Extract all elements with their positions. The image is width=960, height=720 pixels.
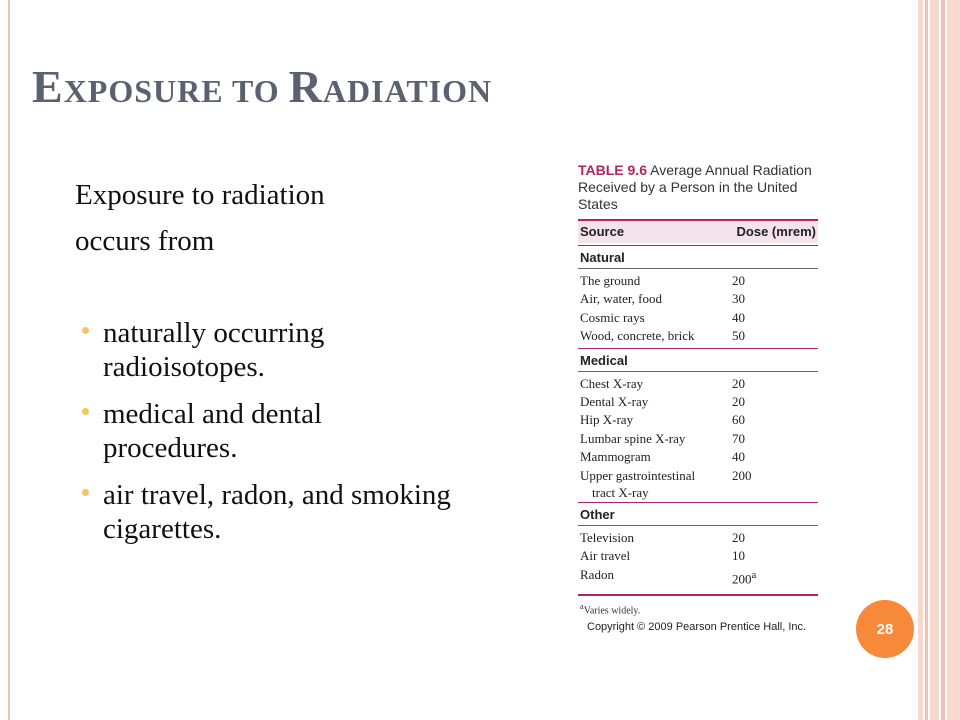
row-source [580, 411, 726, 429]
row-dose-value: 200 [732, 467, 752, 483]
dose-footnote-mark: a [751, 568, 757, 581]
table-row [578, 430, 818, 448]
left-border-line [8, 0, 10, 720]
row-dose [732, 327, 745, 345]
row-dose [732, 566, 756, 589]
table-row [578, 272, 818, 290]
row-source [580, 327, 726, 345]
table-row [578, 327, 818, 345]
row-source-text: Air, water, food [580, 291, 662, 307]
table-row [578, 566, 818, 587]
category-rule [578, 268, 818, 269]
table-row [578, 547, 818, 565]
bullet-list [82, 316, 452, 559]
row-dose-value: 60 [732, 412, 745, 428]
row-source-text: Upper gastrointestinal [580, 467, 696, 483]
row-dose [732, 411, 745, 429]
table-category: Other [578, 502, 818, 525]
bullet-dot-icon [82, 408, 89, 415]
row-source-text: Dental X-ray [580, 394, 649, 410]
row-dose-value: 10 [732, 548, 745, 564]
header-source: Source [580, 224, 625, 239]
footnote-mark: a [580, 602, 584, 612]
row-dose-value: 20 [732, 375, 745, 391]
bullet-item: naturally occurring radioisotopes. [82, 316, 452, 384]
row-dose [732, 467, 752, 485]
row-source [580, 309, 726, 327]
row-dose [732, 393, 745, 411]
row-dose [732, 375, 745, 393]
table-category: Natural [578, 245, 818, 268]
row-source-text: Television [580, 530, 634, 546]
row-source-text: Hip X-ray [580, 412, 634, 428]
table-row [578, 375, 818, 393]
row-source-text: Cosmic rays [580, 309, 645, 325]
intro-text [75, 172, 455, 264]
table-row [578, 411, 818, 429]
category-rule [578, 525, 818, 526]
row-dose-value: 20 [732, 530, 745, 546]
table-header [578, 221, 818, 243]
footnote-text: Varies widely. [583, 605, 641, 617]
row-source-text: Chest X-ray [580, 375, 644, 391]
table-row [578, 529, 818, 547]
row-source-text: The ground [580, 273, 641, 288]
row-source [580, 375, 726, 393]
table-row [578, 309, 818, 327]
row-source-text: Radon [580, 566, 614, 582]
table-number: TABLE 9.6 [578, 162, 647, 178]
table-body [578, 245, 818, 587]
row-source [580, 547, 726, 565]
row-source [580, 566, 726, 584]
table-end-rule [578, 594, 818, 596]
row-dose [732, 448, 745, 466]
row-dose-value: 40 [732, 309, 745, 325]
bullet-dot-icon [82, 489, 89, 496]
page-number-badge [856, 600, 914, 658]
row-dose [732, 547, 745, 565]
row-dose-value: 200 [732, 571, 752, 587]
intro-line-2: occurs from [75, 225, 215, 257]
table-category: Medical [578, 348, 818, 371]
table-title: Average Annual Radiation Received by a Person in the United States [578, 162, 812, 212]
table-caption [578, 162, 818, 213]
copyright-text: Copyright © 2009 Pearson Prentice Hall, Inc. [587, 620, 807, 633]
category-rule [578, 371, 818, 372]
row-dose [732, 290, 745, 308]
row-source [580, 290, 726, 308]
row-source-continuation: tract X-ray [592, 485, 649, 501]
slide-title [32, 60, 492, 113]
row-dose [732, 430, 745, 448]
row-source-text: Lumbar spine X-ray [580, 430, 686, 446]
row-dose-value: 20 [732, 394, 745, 410]
row-source [580, 272, 726, 290]
title-part: XPOSURE TO [63, 73, 289, 109]
row-source [580, 467, 726, 500]
row-dose [732, 529, 745, 547]
table-row [578, 393, 818, 411]
intro-line-1: Exposure to radiation [75, 179, 325, 211]
row-source-text: Mammogram [580, 449, 651, 465]
row-dose-value: 40 [732, 449, 745, 465]
row-dose-value: 70 [732, 430, 745, 446]
row-dose [732, 272, 745, 290]
bullet-dot-icon [82, 327, 89, 334]
row-source-text: Air travel [580, 548, 631, 564]
row-dose-value: 20 [732, 273, 745, 288]
table-row [578, 467, 818, 500]
bullet-item: medical and dental procedures. [82, 397, 452, 465]
row-dose-value: 30 [732, 291, 745, 307]
table-footnote [578, 602, 818, 616]
table-row [578, 448, 818, 466]
radiation-table [578, 160, 818, 633]
title-part: ADIATION [322, 73, 493, 109]
row-source [580, 430, 726, 448]
row-source-text: Wood, concrete, brick [580, 328, 695, 344]
header-dose: Dose (mrem) [736, 224, 816, 239]
bullet-item: air travel, radon, and smoking cigarettes. [82, 478, 452, 546]
title-part: R [288, 61, 323, 112]
page-number: 28 [876, 620, 894, 638]
row-source [580, 448, 726, 466]
title-part: E [32, 61, 64, 112]
table-row [578, 290, 818, 308]
right-border-stripes [918, 0, 960, 720]
row-dose [732, 309, 745, 327]
row-dose-value: 50 [732, 328, 745, 344]
row-source [580, 529, 726, 547]
row-source [580, 393, 726, 411]
